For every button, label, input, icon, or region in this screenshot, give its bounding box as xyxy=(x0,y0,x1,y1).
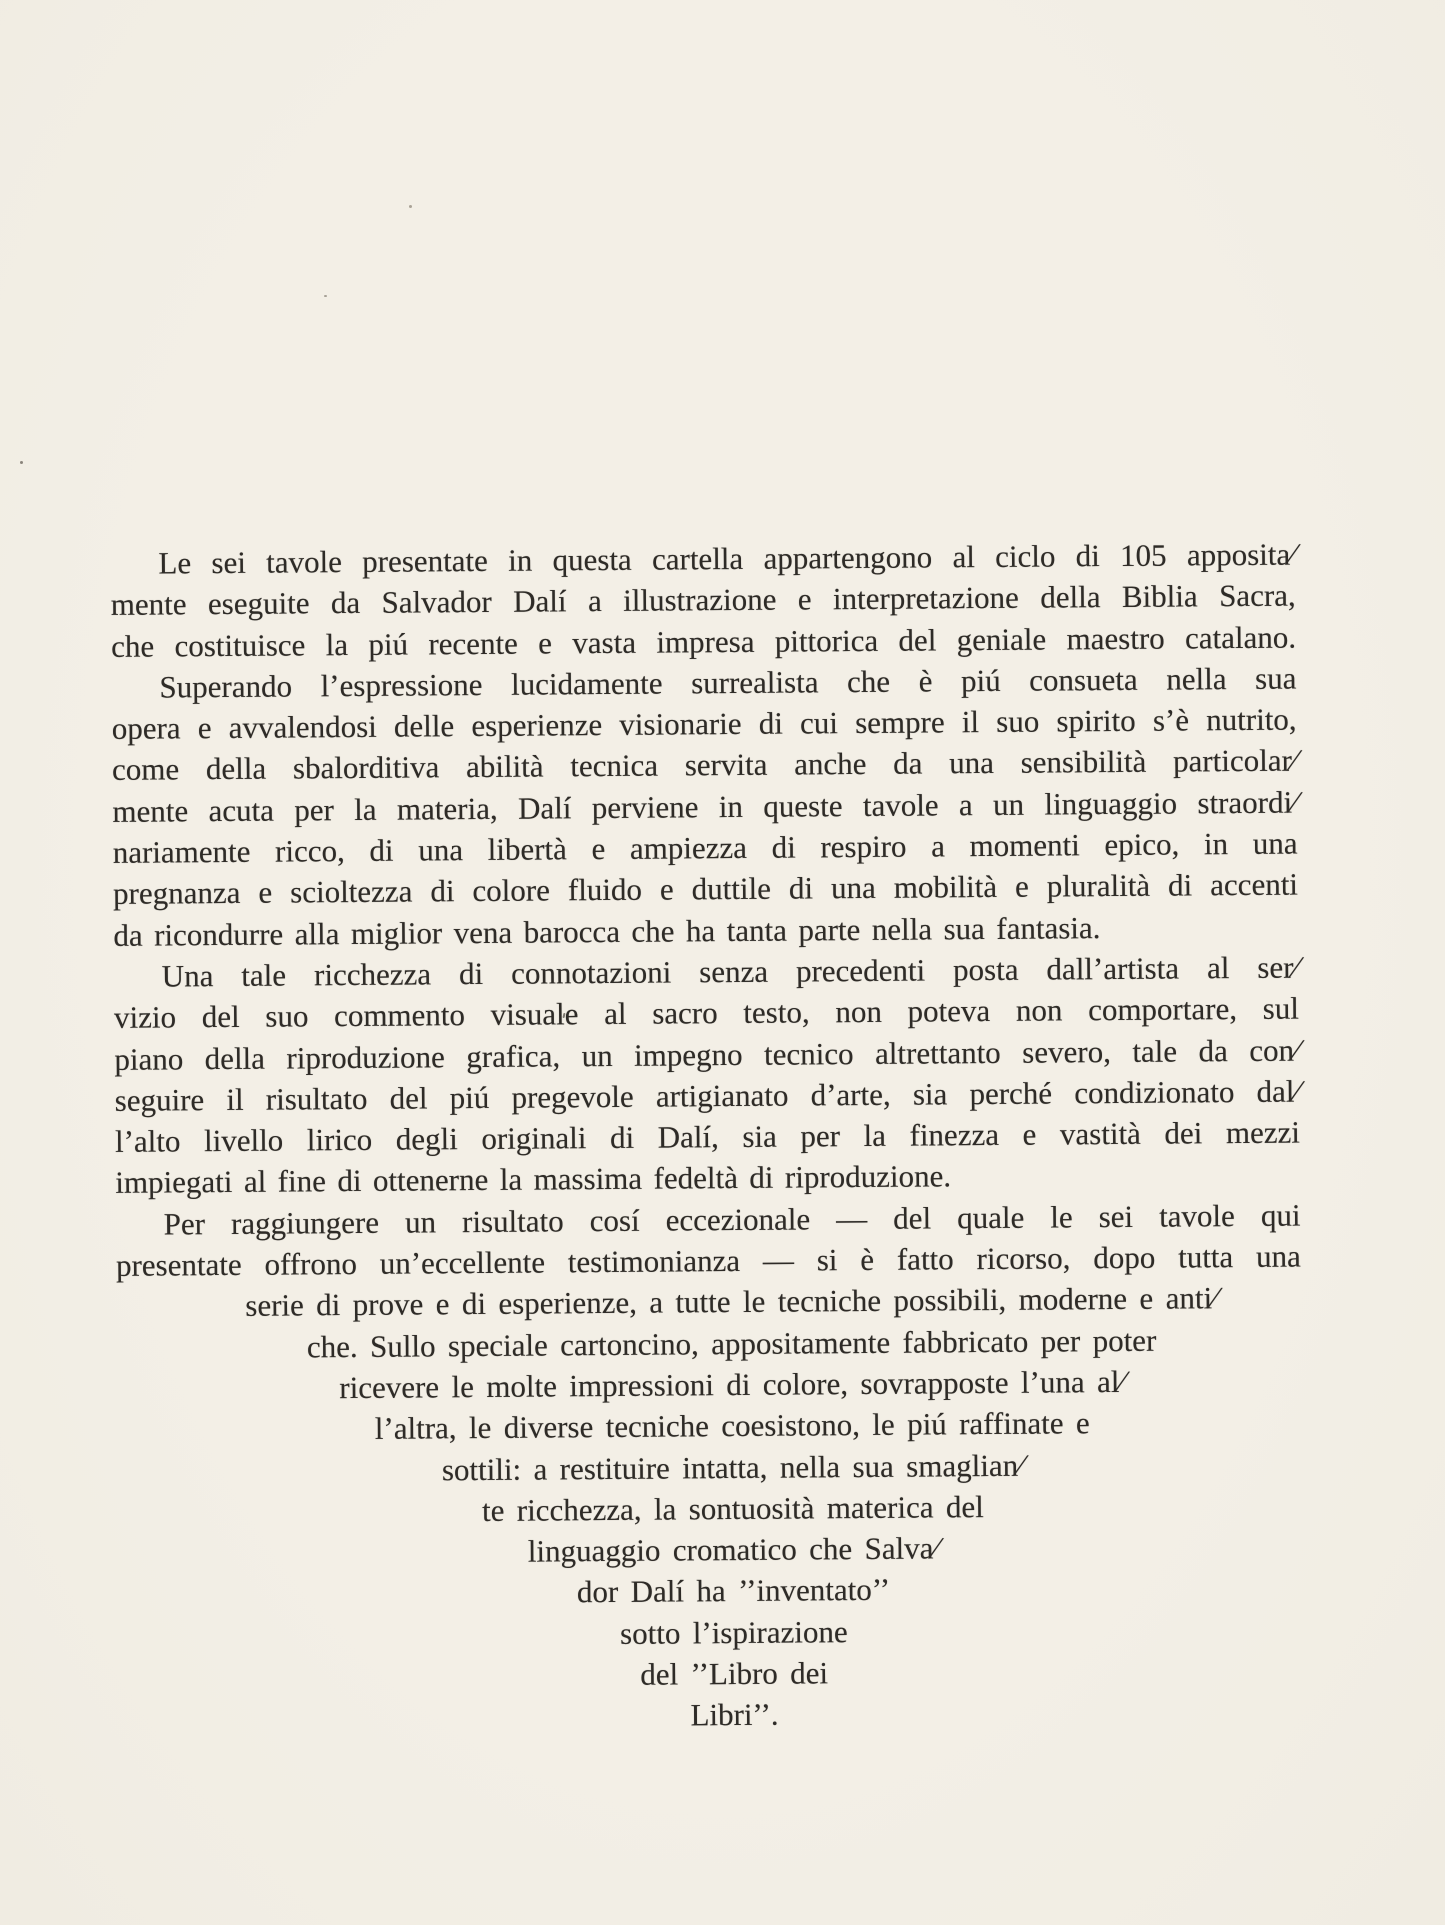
text-line: sotto l’ispirazione xyxy=(619,1613,848,1651)
word: maestro xyxy=(1066,620,1165,656)
word: a xyxy=(587,583,602,619)
word: Biblia xyxy=(1121,578,1198,615)
paper-speck xyxy=(324,295,327,297)
word: connotazioni xyxy=(510,954,672,991)
word: da xyxy=(892,746,923,782)
paper-speck xyxy=(409,205,412,208)
word: altrettanto xyxy=(874,1034,1001,1071)
word: vizio xyxy=(113,999,177,1036)
word: piú xyxy=(960,662,1001,699)
word: senza xyxy=(699,953,769,990)
word: ciclo xyxy=(995,538,1056,574)
word: materia, xyxy=(396,790,498,827)
word: risultato xyxy=(265,1080,368,1117)
word: servita xyxy=(684,747,768,783)
word: interpretazione xyxy=(832,580,1020,617)
word: mezzi xyxy=(1225,1114,1301,1151)
word: risultato xyxy=(461,1203,564,1239)
word: un xyxy=(581,1037,613,1073)
word: e xyxy=(591,831,606,867)
text-line: impiegati al fine di ottenerne la massima fedeltà di riproduzione. xyxy=(115,1158,952,1201)
word: visionarie xyxy=(619,706,742,743)
word: artigianato xyxy=(655,1077,789,1114)
word: scioltezza xyxy=(290,873,413,910)
word: che xyxy=(846,663,891,699)
word: come xyxy=(111,751,180,788)
word: severo, xyxy=(1022,1033,1112,1070)
word: pluralità xyxy=(1046,868,1151,904)
word: ricco, xyxy=(274,833,345,869)
word: e xyxy=(797,581,812,617)
word: raggiungere xyxy=(230,1204,380,1241)
text-line: del ’’Libro dei xyxy=(640,1655,829,1692)
word: dopo xyxy=(1093,1239,1156,1276)
word: è xyxy=(860,1241,875,1278)
word: ser⁄ xyxy=(1257,949,1299,985)
word: queste xyxy=(763,787,843,824)
word: il xyxy=(226,1081,244,1117)
word: di xyxy=(458,955,484,992)
word: livello xyxy=(203,1122,284,1159)
paper-speck xyxy=(20,461,23,464)
word: della xyxy=(1040,579,1101,615)
word: tale xyxy=(241,957,287,993)
text-line: serie di prove e di esperienze, a tutte le tecniche possibili, moderne e anti⁄ xyxy=(245,1280,1218,1324)
word: quale xyxy=(956,1199,1025,1236)
word: tecnico xyxy=(763,1035,854,1072)
word: epico, xyxy=(1104,826,1180,863)
word: particolar⁄ xyxy=(1172,743,1298,780)
word: questa xyxy=(552,541,632,578)
word: una xyxy=(418,832,464,868)
word: testimonianza xyxy=(567,1243,741,1280)
word: la xyxy=(354,791,377,827)
word: duttile xyxy=(691,871,772,907)
word: libertà xyxy=(487,831,567,868)
word: una xyxy=(830,870,876,906)
word: ricchezza xyxy=(313,956,432,993)
word: posta xyxy=(952,951,1019,988)
word: suo xyxy=(265,998,309,1034)
text-line: Libri’’. xyxy=(690,1696,779,1733)
word: è xyxy=(918,663,933,699)
word: nutrito, xyxy=(1206,701,1297,738)
word: per xyxy=(800,1118,841,1154)
word: grafica, xyxy=(466,1037,561,1074)
word: mobilità xyxy=(893,869,998,906)
word: una xyxy=(948,745,995,781)
word: impresa xyxy=(656,623,755,660)
word: tutta xyxy=(1177,1239,1234,1275)
text-line: da ricondurre alla miglior vena barocca che ha tanta parte nella sua fantasia. xyxy=(113,909,1101,953)
word: perviene xyxy=(591,789,699,825)
word: sensibilità xyxy=(1020,744,1147,781)
word: anche xyxy=(793,746,867,783)
word: Salvador xyxy=(381,584,492,621)
word: impegno xyxy=(633,1036,743,1073)
word: mente xyxy=(110,586,187,623)
word: dei xyxy=(1164,1115,1203,1151)
word: piano xyxy=(114,1040,184,1077)
word: 105 xyxy=(1119,537,1167,573)
word: testo, xyxy=(743,994,810,1031)
word: con⁄ xyxy=(1249,1032,1300,1068)
word: di xyxy=(771,829,796,865)
word: tale xyxy=(1132,1033,1178,1069)
word: dall’artista xyxy=(1046,950,1180,987)
text-line: sottili: a restituire intatta, nella sua smaglian⁄ xyxy=(441,1447,1024,1487)
word: commento xyxy=(333,997,466,1034)
word: al xyxy=(604,996,627,1032)
word: in xyxy=(718,788,744,824)
text-line: te ricchezza, la sontuosità materica del xyxy=(481,1488,984,1528)
word: del xyxy=(893,1200,932,1236)
word: appartengono xyxy=(763,539,933,576)
word: esperienze xyxy=(471,707,603,744)
word: accenti xyxy=(1210,866,1299,903)
word: spirito xyxy=(1056,703,1136,739)
word: Dalí xyxy=(517,790,572,826)
word: non xyxy=(835,994,883,1030)
word: offrono xyxy=(264,1246,358,1282)
word: qui xyxy=(1260,1197,1301,1233)
word: tavole xyxy=(862,787,939,823)
word: avvalendosi xyxy=(228,708,377,746)
word: del xyxy=(389,1080,428,1116)
word: consueta xyxy=(1029,661,1138,698)
word: da xyxy=(330,585,361,621)
word: straordi⁄ xyxy=(1197,784,1298,821)
word: sia xyxy=(742,1118,777,1155)
word: Sacra, xyxy=(1218,577,1296,614)
word: acuta xyxy=(208,792,275,828)
word: del xyxy=(201,999,240,1035)
word: e xyxy=(258,875,273,911)
word: pittorica xyxy=(774,622,879,659)
word: mente xyxy=(112,793,189,829)
word: in xyxy=(1203,826,1229,862)
word: di xyxy=(1167,867,1193,903)
word: la xyxy=(325,626,349,662)
word: delle xyxy=(393,708,455,744)
word: vasta xyxy=(572,624,637,660)
word: sei xyxy=(211,544,247,581)
text-block xyxy=(110,533,1359,1740)
word: di xyxy=(758,705,784,741)
word: — xyxy=(762,1242,795,1278)
word: vastità xyxy=(1059,1115,1141,1152)
word: sempre xyxy=(854,704,945,741)
word: al xyxy=(952,539,976,575)
word: che xyxy=(110,628,155,664)
word: fatto xyxy=(896,1241,954,1277)
word: sia xyxy=(912,1076,948,1112)
word: abilità xyxy=(465,748,544,785)
word: la xyxy=(863,1117,887,1154)
word: di xyxy=(1075,538,1100,574)
word: e xyxy=(538,625,553,661)
word: ricorso, xyxy=(976,1240,1071,1277)
word: — xyxy=(836,1200,868,1236)
word: cui xyxy=(799,705,839,741)
word: di xyxy=(369,832,394,868)
word: respiro xyxy=(820,828,907,865)
word: tecnica xyxy=(570,748,659,784)
word: tavole xyxy=(1158,1197,1235,1234)
word: Superando xyxy=(159,668,293,705)
word: una xyxy=(1252,825,1298,862)
word: cartella xyxy=(651,540,744,577)
text-line: l’altra, le diverse tecniche coesistono, le piú raffinate e xyxy=(374,1405,1090,1447)
word: linguaggio xyxy=(1044,785,1178,822)
word: piú xyxy=(368,626,409,662)
word: lucidamente xyxy=(510,665,663,702)
word: geniale xyxy=(956,621,1047,657)
word: di xyxy=(609,1119,635,1156)
word: le xyxy=(1050,1199,1073,1235)
word: momenti xyxy=(969,827,1080,864)
word: d’arte, xyxy=(810,1076,891,1113)
word: in xyxy=(507,542,533,578)
word: finezza xyxy=(909,1117,1000,1153)
word: a xyxy=(931,828,946,864)
word: a xyxy=(958,786,973,823)
word: originali xyxy=(481,1120,587,1157)
word: un xyxy=(404,1204,437,1240)
word: sul xyxy=(1262,990,1300,1027)
word: un xyxy=(992,786,1025,822)
word: del xyxy=(898,621,937,658)
word: sua xyxy=(1254,660,1297,696)
word: di xyxy=(788,870,814,906)
word: eccezionale xyxy=(665,1201,811,1238)
word: fluido xyxy=(567,872,643,908)
word: condizionato xyxy=(1074,1073,1235,1111)
word: e xyxy=(1022,1116,1037,1152)
word: s’è xyxy=(1152,702,1190,738)
word: sei xyxy=(1098,1198,1134,1234)
word: sbalorditiva xyxy=(292,749,440,786)
word: apposita⁄ xyxy=(1186,536,1296,573)
word: di xyxy=(430,873,455,909)
text-line: ricevere le molte impressioni di colore, sovrapposte l’una al⁄ xyxy=(339,1363,1125,1406)
text-line: linguaggio cromatico che Salva⁄ xyxy=(527,1530,939,1569)
word: e xyxy=(659,871,674,907)
word: eseguite xyxy=(207,585,310,622)
word: visuale xyxy=(490,996,579,1033)
word: nella xyxy=(1166,661,1227,697)
word: recente xyxy=(428,625,519,661)
word: una xyxy=(1255,1238,1301,1274)
text-line: dor Dalí ha ’’inventato’’ xyxy=(576,1572,891,1610)
word: ampiezza xyxy=(629,829,748,866)
word: pregevole xyxy=(511,1078,634,1115)
word: Le xyxy=(158,545,192,581)
word: riproduzione xyxy=(286,1038,445,1076)
word: poteva xyxy=(907,993,991,1029)
word: piú xyxy=(449,1079,490,1116)
text-line: che. Sullo speciale cartoncino, appositamente fabbricato per poter xyxy=(306,1322,1157,1365)
word: lirico xyxy=(306,1122,373,1158)
word: opera xyxy=(111,710,181,747)
word: perché xyxy=(969,1075,1053,1112)
word: suo xyxy=(996,703,1040,740)
word: comportare, xyxy=(1087,991,1238,1028)
word: al xyxy=(1206,950,1230,986)
word: sacro xyxy=(652,995,718,1031)
word: costituisce xyxy=(174,626,306,663)
word: precedenti xyxy=(795,952,926,989)
word: presentate xyxy=(115,1246,242,1283)
word: Una xyxy=(161,958,214,994)
word: il xyxy=(961,704,980,740)
word: l’alto xyxy=(114,1123,181,1160)
word: Per xyxy=(163,1205,206,1242)
word: per xyxy=(294,791,335,828)
word: seguire xyxy=(114,1082,205,1118)
word: catalano. xyxy=(1184,619,1297,656)
word: degli xyxy=(395,1121,458,1157)
word: si xyxy=(816,1242,838,1278)
word: della xyxy=(205,751,267,787)
word: e xyxy=(1014,869,1029,905)
word: tavole xyxy=(266,544,343,580)
word: cosí xyxy=(589,1202,640,1238)
word: illustrazione xyxy=(623,581,777,619)
word: presentate xyxy=(362,542,488,579)
word: non xyxy=(1015,992,1063,1029)
word: e xyxy=(197,710,212,746)
word: colore xyxy=(472,872,551,909)
word: un’eccellente xyxy=(379,1244,546,1281)
word: l’espressione xyxy=(320,666,483,704)
word: pregnanza xyxy=(112,875,241,912)
word: Dalí xyxy=(513,583,567,620)
word: surrealista xyxy=(690,664,819,701)
word: Dalí, xyxy=(657,1119,719,1155)
word: nariamente xyxy=(112,833,251,870)
word: da xyxy=(1198,1032,1228,1068)
word: della xyxy=(204,1040,266,1076)
word: dal⁄ xyxy=(1256,1073,1300,1109)
